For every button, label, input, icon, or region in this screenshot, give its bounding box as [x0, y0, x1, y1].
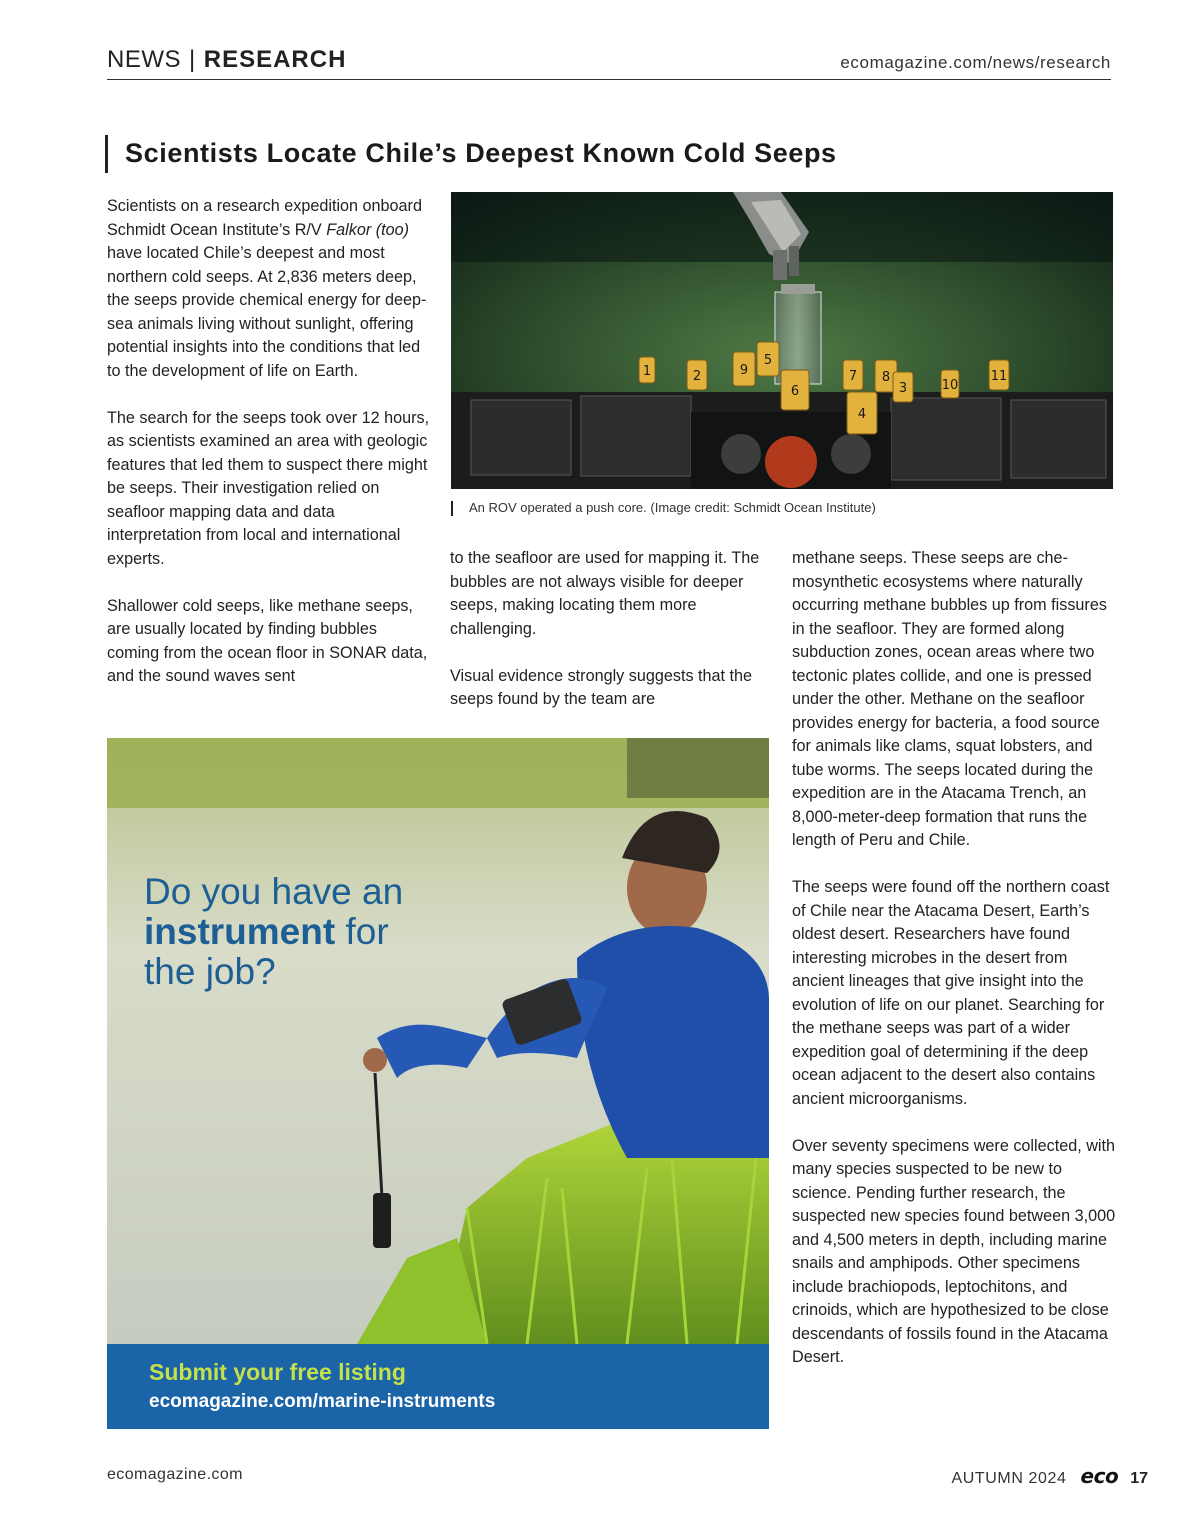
core-tube-label: 5: [763, 353, 773, 368]
core-tube-label: 9: [739, 363, 749, 378]
header-url[interactable]: ecomagazine.com/news/research: [840, 53, 1111, 72]
core-tube-label: 11: [990, 369, 1008, 384]
paragraph-7: The seeps were found off the northern coast of Chile near the Atacama Desert, Earth’s oldest desert. Researchers have found interesting microbes in the desert from ancient lineages that give insight into the evolution of life on our planet. Searching for the methane seeps was part of a wider expedition goal of determining if the deep ocean adjacent to the desert also contains ancient microorganisms.: [792, 878, 1110, 1108]
paragraph-4: to the seafloor are used for mapping it. The bubbles are not always visible for deeper seeps, making locating them more challenging.: [450, 549, 760, 638]
paragraph-6: methane seeps. These seeps are che-mosynthetic ecosystems where naturally occurring methane bubbles up from fissures in the seafloor. They are formed along subduction zones, ocean areas where two tectonic plates collide, and one is pressed under the other. Methane on the seafloor provides energy for bacteria, a food source for animals like clams, squat lobsters, and tube worms. The seeps located during the expedition are in the Atacama Trench, an 8,000-meter-deep formation that runs the length of Peru and Chile.: [792, 549, 1107, 849]
core-tube-label: 8: [881, 370, 891, 385]
core-tube-label: 4: [857, 407, 867, 422]
article-column-1: [107, 195, 432, 689]
core-tube-label: 1: [642, 364, 652, 379]
ad-cta-text[interactable]: Submit your free listing: [149, 1359, 406, 1385]
rov-seafloor-illustration: [451, 192, 1113, 489]
ad-headline: [144, 872, 403, 992]
section-separator: |: [189, 46, 196, 73]
section-name: NEWS: [107, 46, 181, 73]
paragraph-2: The search for the seeps took over 12 hours, as scientists examined an area with geologic features that led them to suspect there might be seeps. Their investigation relied on seafloor mapping data and data interpretation from local and international experts.: [107, 408, 430, 568]
ad-headline-emphasis: instrument: [144, 911, 336, 952]
core-tube-label: 2: [692, 369, 702, 384]
subsection-name: RESEARCH: [203, 46, 347, 73]
core-tube-label: 6: [790, 384, 800, 399]
ad-headline-line-2: instrument for: [144, 911, 389, 952]
paragraph-1: Scientists on a research expedition onboard Schmidt Ocean Institute’s R/V Falkor (too) have located Chile’s deepest and most northern cold seeps. At 2,836 meters deep, the seeps provide chemical energy for deep-sea animals living without sunlight, offering potential insights into the conditions that led to the development of life on Earth.: [107, 197, 427, 380]
core-tube-label: 7: [848, 369, 858, 384]
title-accent-bar: [105, 135, 108, 173]
ad-headline-line-1: Do you have an: [144, 871, 404, 912]
page-footer: [951, 1464, 1148, 1488]
article-column-3: [792, 547, 1117, 1370]
article-title: Scientists Locate Chile’s Deepest Known Cold Seeps: [125, 138, 837, 168]
vessel-name: Falkor (too): [326, 220, 409, 239]
photo-caption: An ROV operated a push core. (Image credit: Schmidt Ocean Institute): [469, 500, 876, 515]
page-header: [107, 46, 1111, 80]
ad-cta-url[interactable]: ecomagazine.com/marine-instruments: [149, 1391, 496, 1412]
caption-accent-bar: [451, 501, 453, 516]
core-tube-label: 3: [898, 381, 908, 396]
core-tube-label: 10: [941, 378, 959, 393]
section-label: [107, 46, 346, 74]
paragraph-3: Shallower cold seeps, like methane seeps, are usually located by finding bubbles coming from the ocean floor in SONAR data, and the sound waves sent: [107, 596, 428, 685]
ad-cta-banner[interactable]: [107, 1344, 769, 1429]
paragraph-5: Visual evidence strongly suggests that the seeps found by the team are: [450, 666, 753, 708]
ad-field-photo: [107, 738, 769, 1344]
page-number: 17: [1130, 1470, 1148, 1487]
rov-photo: [451, 192, 1113, 489]
ad-headline-line-3: the job?: [144, 951, 276, 992]
footer-site[interactable]: ecomagazine.com: [107, 1466, 243, 1483]
issue-season: AUTUMN 2024: [951, 1470, 1067, 1487]
article-column-2: [450, 547, 768, 712]
paragraph-8: Over seventy specimens were collected, with many species suspected to be new to science. Pending further research, the suspected new species found between 3,000 and 4,500 meters in depth, including marine snails and amphipods. Other specimens include brachiopods, leptochitons, and crinoids, which are hypothesized to be close descendants of fossils found in the Atacama Desert.: [792, 1136, 1116, 1366]
instrument-advertisement[interactable]: [107, 738, 769, 1429]
eco-logo: eco: [1080, 1464, 1119, 1488]
